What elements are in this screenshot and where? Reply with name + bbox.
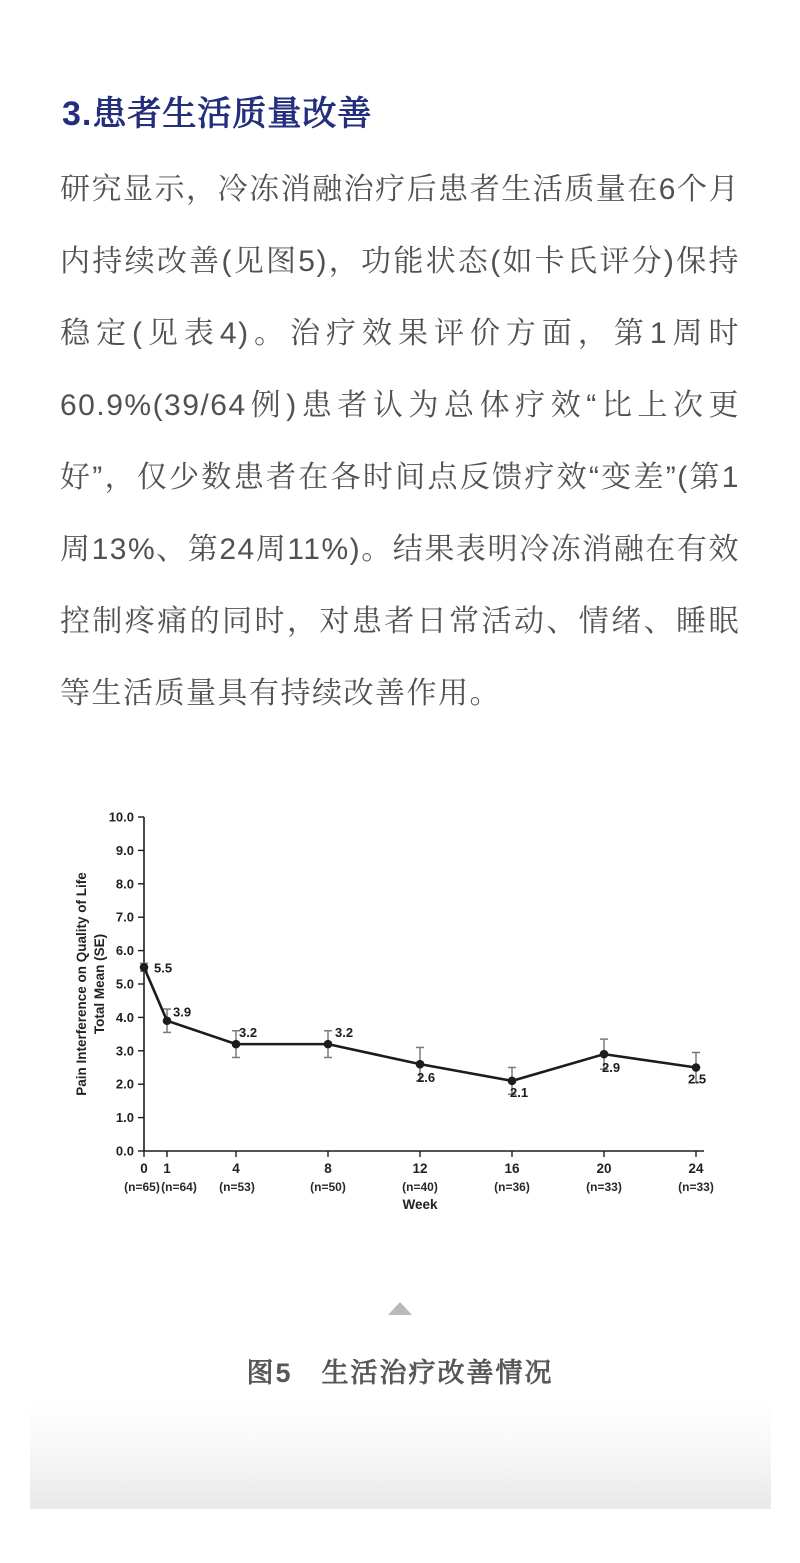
point-label: 3.2 bbox=[239, 1025, 258, 1041]
n-label: (n=33) bbox=[678, 1180, 714, 1194]
y-axis-title-line2: Total Mean (SE) bbox=[92, 933, 107, 1035]
y-tick-label: 4.0 bbox=[115, 1009, 134, 1025]
x-axis-title: Week bbox=[402, 1197, 438, 1212]
figure5-chart-image[interactable] bbox=[60, 785, 740, 1225]
next-section-card bbox=[30, 1402, 771, 1509]
data-point bbox=[508, 1077, 517, 1086]
data-point bbox=[140, 963, 149, 972]
point-label: 2.9 bbox=[602, 1060, 621, 1076]
point-label: 5.5 bbox=[154, 960, 173, 976]
data-point bbox=[232, 1040, 241, 1049]
point-label: 2.5 bbox=[688, 1071, 707, 1087]
x-tick-label: 12 bbox=[412, 1161, 428, 1176]
point-label: 2.6 bbox=[417, 1070, 436, 1086]
qol-line-chart-svg bbox=[60, 785, 740, 1225]
collapse-row bbox=[0, 1302, 800, 1315]
y-tick-label: 0.0 bbox=[115, 1143, 134, 1159]
y-tick-label: 1.0 bbox=[115, 1110, 134, 1126]
y-tick-label: 9.0 bbox=[115, 842, 134, 858]
data-point bbox=[600, 1050, 609, 1059]
y-axis-title-line1: Pain Interference on Quality of Life bbox=[74, 872, 89, 1096]
collapse-triangle-up-icon[interactable] bbox=[388, 1302, 412, 1315]
data-point bbox=[324, 1040, 333, 1049]
n-label: (n=65) bbox=[124, 1180, 160, 1194]
y-tick-label: 2.0 bbox=[115, 1076, 134, 1092]
x-tick-label: 1 bbox=[163, 1161, 171, 1176]
x-tick-label: 0 bbox=[140, 1161, 148, 1176]
x-tick-label: 4 bbox=[232, 1161, 240, 1176]
n-label: (n=36) bbox=[494, 1180, 530, 1194]
n-label: (n=53) bbox=[219, 1180, 255, 1194]
data-point bbox=[692, 1063, 701, 1072]
x-tick-label: 20 bbox=[596, 1161, 612, 1176]
n-label: (n=40) bbox=[402, 1180, 438, 1194]
figure-caption: 图5 生活治疗改善情况 bbox=[246, 1358, 554, 1388]
y-tick-label: 10.0 bbox=[108, 809, 134, 825]
point-label: 2.1 bbox=[510, 1084, 529, 1100]
data-point bbox=[416, 1060, 425, 1069]
y-tick-label: 3.0 bbox=[115, 1043, 134, 1059]
x-tick-label: 8 bbox=[324, 1161, 332, 1176]
section-heading: 3.患者生活质量改善 bbox=[62, 95, 373, 133]
n-label: (n=33) bbox=[586, 1180, 622, 1194]
n-label: (n=50) bbox=[310, 1180, 346, 1194]
y-tick-label: 5.0 bbox=[115, 976, 134, 992]
body-paragraph: 研究显示，冷冻消融治疗后患者生活质量在6个月内持续改善(见图5)，功能状态(如卡氏评分)保持稳定(见表4)。治疗效果评价方面，第1周时60.9%(39/64例)患者认为总体疗效“比上次更好”，仅少数患者在各时间点反馈疗效“变差”(第1周13%、第24周11%)。结果表明冷冻消融在有效控制疼痛的同时，对患者日常活动、情绪、睡眠等生活质量具有持续改善作用。 bbox=[60, 173, 740, 710]
y-tick-label: 6.0 bbox=[115, 943, 134, 959]
x-tick-label: 24 bbox=[688, 1161, 704, 1176]
y-tick-label: 7.0 bbox=[115, 909, 134, 925]
data-point bbox=[163, 1016, 172, 1025]
point-label: 3.9 bbox=[173, 1004, 192, 1020]
point-label: 3.2 bbox=[335, 1025, 354, 1041]
n-label: (n=64) bbox=[161, 1180, 197, 1194]
y-tick-label: 8.0 bbox=[115, 876, 134, 892]
x-tick-label: 16 bbox=[504, 1161, 520, 1176]
